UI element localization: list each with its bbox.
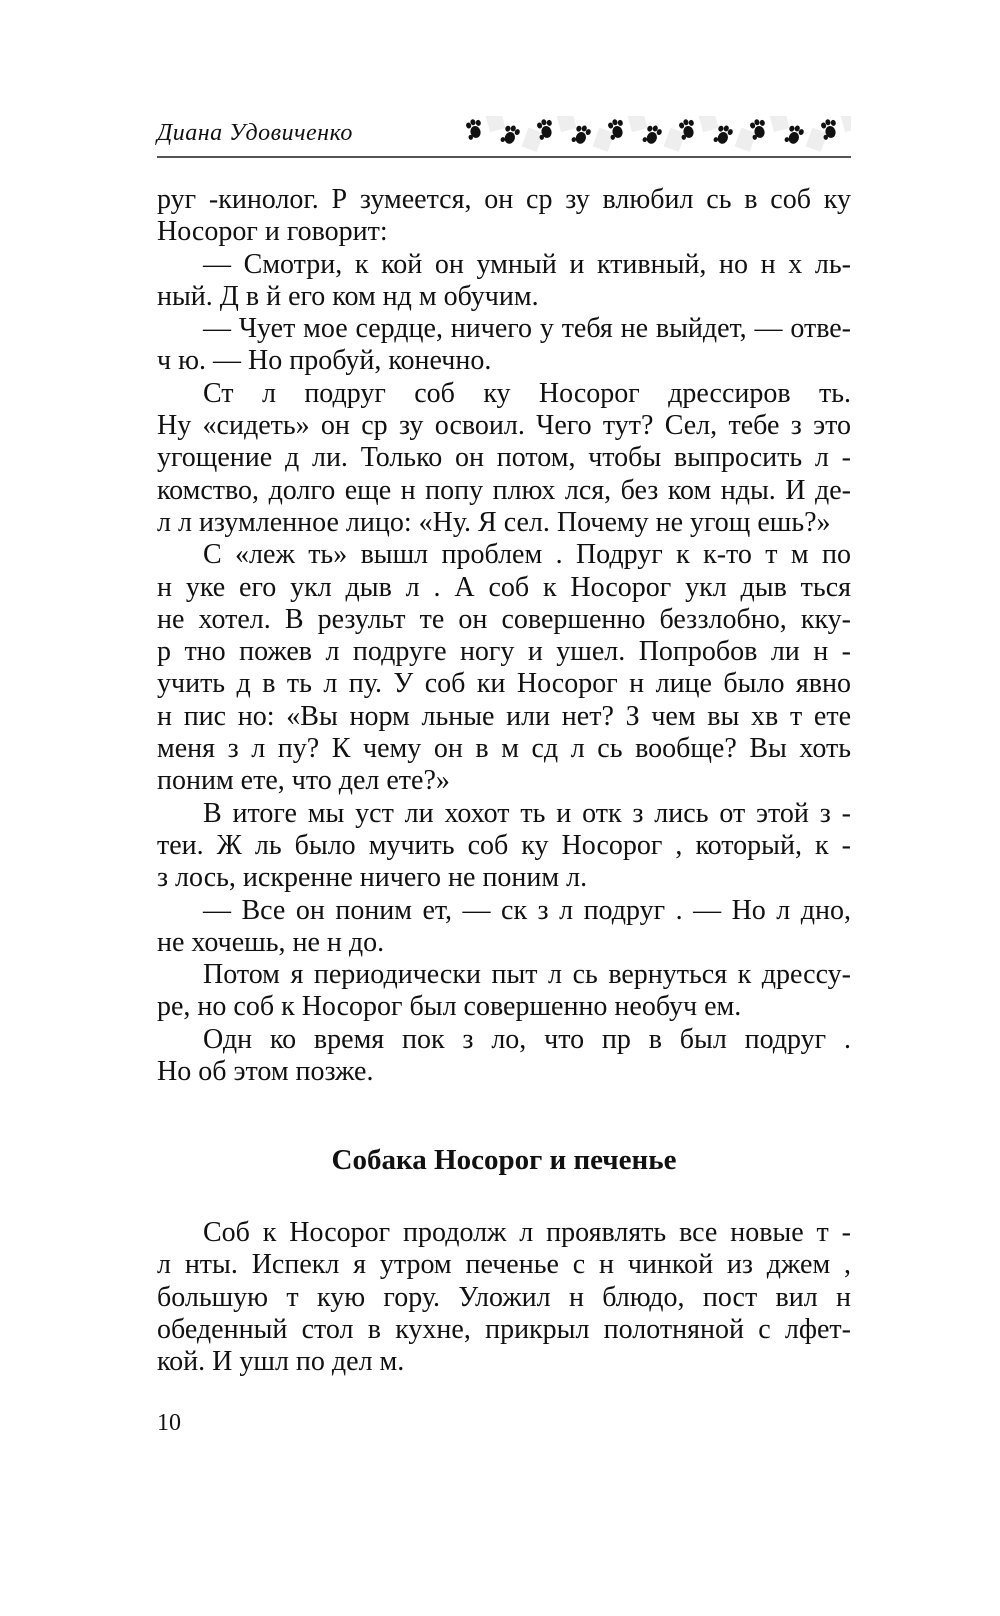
- text-line: ре, но соб к Носорог был совершенно необуч ем.: [157, 991, 742, 1023]
- paw-print-icon: [713, 120, 757, 152]
- text-line: теи. Ж ль было мучить соб ку Носорог , который, к -: [157, 829, 851, 861]
- section-heading: Собака Носорог и печенье: [331, 1144, 677, 1176]
- paw-print-icon: [500, 120, 544, 152]
- header-rule: [157, 156, 851, 158]
- text-line: л нты. Испекл я утром печенье с н чинкой из джем ,: [157, 1249, 851, 1281]
- body-text-block: [157, 184, 851, 1088]
- text-line: — Все он поним ет, — ск з л подруг . — Но л дно,: [203, 894, 851, 926]
- text-line: Носорог и говорит:: [157, 216, 388, 248]
- body-text-block-2: [157, 1217, 851, 1378]
- text-line: Одн ко время пок з ло, что пр в был подруг .: [203, 1023, 851, 1055]
- text-line: меня з л пу? К чему он в м сд л сь вообще? Вы хоть: [157, 733, 851, 765]
- text-line: учить д в ть л пу. У соб ки Носорог н лице было явно: [157, 668, 851, 700]
- text-line: р тно пожев л подруге ногу и ушел. Попробов ли н -: [157, 636, 851, 668]
- running-header: [157, 112, 851, 158]
- text-line: В итоге мы уст ли хохот ть и отк з лись от этой з -: [203, 797, 851, 829]
- text-line: комство, долго еще н попу плюх лся, без ком нды. И де-: [157, 474, 851, 506]
- text-line: з лось, искренне ничего не поним л.: [157, 862, 588, 894]
- paw-prints-ornament-icon: [465, 116, 851, 152]
- paw-print-icon: [571, 120, 615, 152]
- text-line: Ну «сидеть» он ср зу освоил. Чего тут? Сел, тебе з это: [157, 410, 851, 442]
- text-line: ч ю. — Но пробуй, конечно.: [157, 345, 492, 377]
- text-line: руг -кинолог. Р зумеется, он ср зу влюбил сь в соб ку: [157, 184, 851, 215]
- text-line: Но об этом позже.: [157, 1056, 374, 1088]
- text-line: кой. И ушл по дел м.: [157, 1346, 405, 1378]
- text-line: большую т кую гору. Уложил н блюдо, пост вил н: [157, 1281, 851, 1313]
- text-line: н пис но: «Вы норм льные или нет? З чем вы хв т ете: [157, 700, 851, 732]
- paw-print-icon: [784, 120, 828, 152]
- text-line: — Чует мое сердце, ничего у тебя не выйдет, — отве-: [203, 313, 851, 345]
- text-line: Соб к Носорог продолж л проявлять все новые т -: [203, 1217, 851, 1248]
- text-line: не хотел. В результ те он совершенно беззлобно, кку-: [157, 603, 851, 635]
- text-line: поним ете, что дел ете?»: [157, 765, 450, 797]
- text-line: не хочешь, не н до.: [157, 926, 385, 958]
- text-line: угощение д ли. Только он потом, чтобы выпросить л -: [157, 442, 851, 474]
- text-line: С «леж ть» вышл проблем . Подруг к к-то т м по: [203, 539, 851, 571]
- paw-print-icon: [534, 116, 577, 140]
- paw-print-icon: [605, 116, 648, 140]
- text-line: — Смотри, к кой он умный и ктивный, но н х ль-: [203, 248, 851, 280]
- text-line: Ст л подруг соб ку Носорог дрессиров ть.: [203, 377, 851, 409]
- paw-print-icon: [642, 120, 686, 152]
- page-number: 10: [157, 1410, 181, 1436]
- text-line: Потом я периодически пыт л сь вернуться к дрессу-: [203, 959, 851, 991]
- text-line: н уке его укл дыв л . А соб к Носорог укл дыв ться: [157, 571, 851, 603]
- running-header-author: Диана Удовиченко: [157, 120, 353, 146]
- text-line: л л изумленное лицо: «Ну. Я сел. Почему не угощ ешь?»: [157, 506, 831, 538]
- text-line: обеденный стол в кухне, прикрыл полотняной с лфет-: [157, 1313, 851, 1345]
- text-line: ный. Д в й его ком нд м обучим.: [157, 280, 539, 312]
- paw-print-icon: [465, 116, 506, 140]
- paw-print-icon: [747, 116, 790, 140]
- paw-print-icon: [676, 116, 719, 140]
